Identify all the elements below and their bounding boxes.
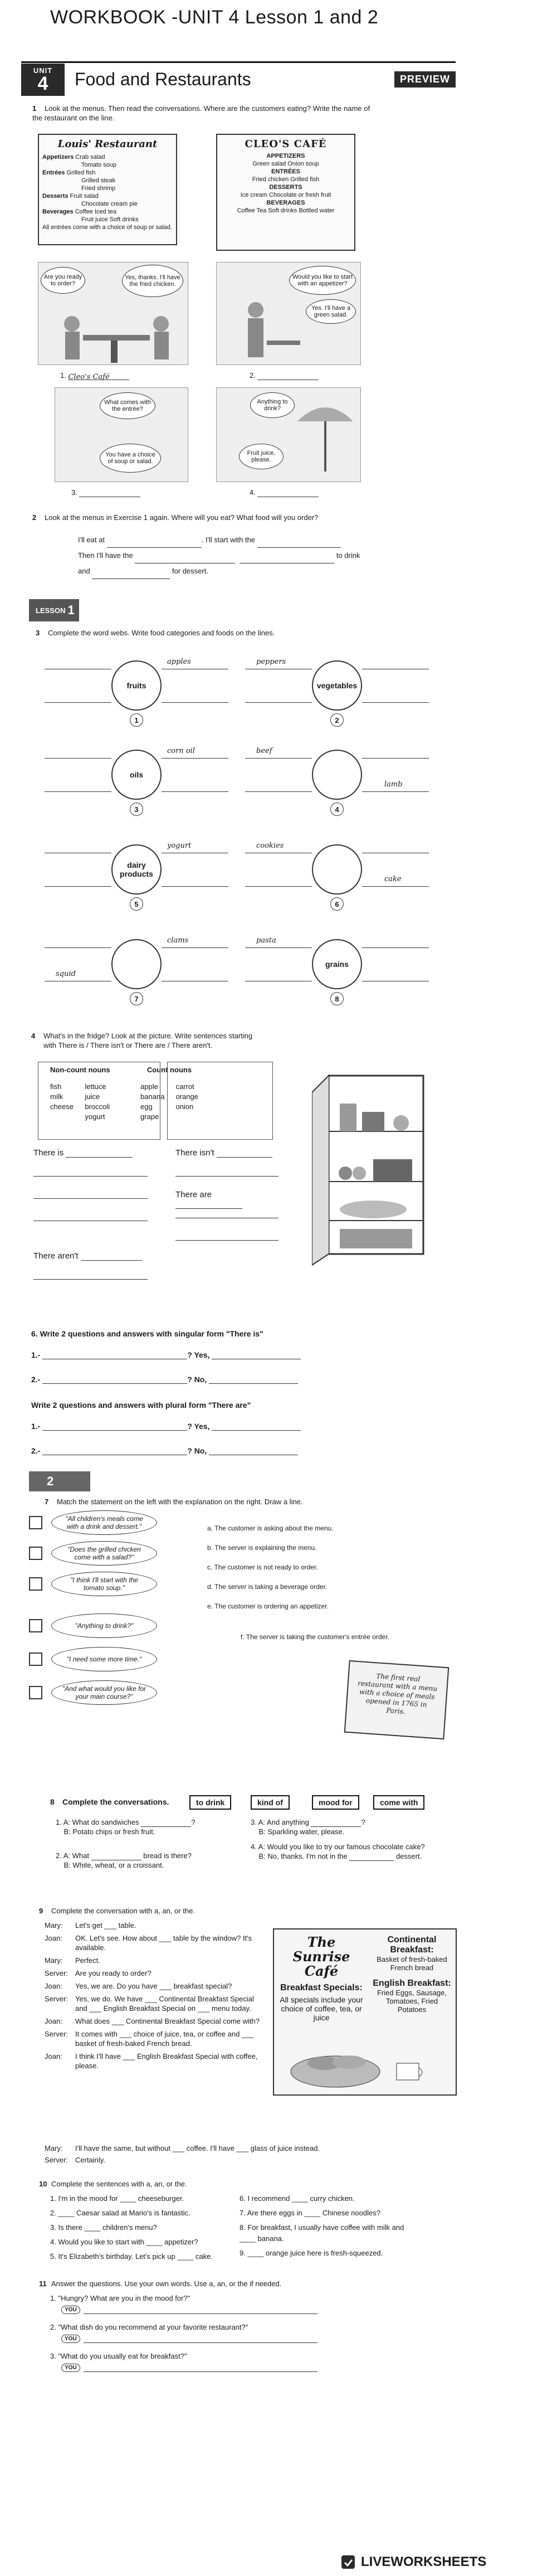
word-box: to drink [189,1795,231,1810]
scene-2-answer: 2. [250,371,319,380]
answer-line[interactable] [45,947,111,948]
question-line[interactable] [42,1352,187,1359]
dialogue-line [45,2029,262,2048]
noun-item: banana [140,1092,165,1101]
answer-line[interactable] [162,947,228,948]
answer-line[interactable] [33,1279,148,1280]
web-hint: peppers [256,658,286,666]
menu-section-label: Desserts [42,193,70,200]
lesson-1-bar: LESSON 1 [29,599,79,621]
dialogue-text[interactable]: Yes, we are. Do you have ___ breakfast special? [75,1982,232,1990]
preview-badge: PREVIEW [394,71,456,88]
bread-basket-illustration [285,2041,447,2091]
question-text: 3. "What do you usually eat for breakfast?" [50,2352,187,2360]
answer-line[interactable] [245,947,312,948]
dialogue-line [45,1956,262,1965]
scene-3 [55,387,188,482]
web-center [111,939,162,989]
question-line[interactable] [42,1376,187,1384]
ex7-instruction: 7 Match the statement on the left with the explanation on the right. Draw a line. [45,1498,303,1506]
sentence-item[interactable]: 7. Are there eggs in ____ Chinese noodles? [240,2209,380,2217]
menu-line [42,161,173,169]
umbrella-illustration [295,393,356,477]
answer-line[interactable] [257,489,319,497]
speaker: Server: [45,1995,68,2003]
web-center: grains [312,939,362,989]
speaker: Server: [45,2030,68,2038]
noun-item: broccoli [85,1102,110,1111]
ex3-instruction: 3 Complete the word webs. Write food categories and foods on the lines. [36,629,275,637]
ex6-title-plural: Write 2 questions and answers with plural form "There are" [31,1401,251,1409]
ex8-section: 8 Complete the conversations. to drink kind of mood for come with 1. A: What do sandwiches ? B: Potato chips or fresh fruit. 2. A: What bread is there? B: White, wheat, or a croissant. 3. A: And anything ? B: Sparkling water, please. 4. A: Would you like to try our famous chocolate cake? B: No, thanks. I'm not in the dessert. [50,1797,451,1898]
web-hint: apples [167,658,191,666]
match-option[interactable]: b. The server is explaining the menu. [207,1544,317,1552]
dialogue-line [45,2155,462,2165]
question-text: 2. "What dish do you recommend at your favorite restaurant?" [50,2323,248,2331]
menu-section-label: Beverages [42,208,75,215]
noun-item: egg [140,1102,153,1111]
lesson-2-bar: 2 [29,1471,90,1491]
speaker: Mary: [45,2144,63,2152]
you-label: YOU [61,2306,80,2314]
menu-line [42,184,173,192]
answer-line[interactable] [217,1150,272,1158]
question-line[interactable] [42,1447,187,1455]
web-center: dairy products [111,844,162,895]
menu-item: Coffee Tea Soft drinks Bottled water [237,207,335,214]
answer-line[interactable] [245,758,312,759]
dialogue-text[interactable]: OK. Let's see. How about ___ table by the window? It's available. [75,1934,252,1952]
menu-item: Fruit salad [70,193,99,200]
answer-line[interactable] [135,556,235,563]
speech-bubble: Would you like to start with an appetizer? [289,266,356,295]
answer-line[interactable] [257,540,341,548]
answer-line[interactable] [362,758,429,759]
speech-bubble: Yes, thanks. I'll have the fried chicken. [122,265,183,297]
answer-line[interactable] [311,1819,361,1827]
answer-row [61,2364,462,2372]
web-hint: pasta [256,936,276,945]
menu-item: Crab salad [75,154,105,161]
dialogue-line [45,2052,262,2070]
answer-row [61,2306,462,2314]
scene-3-answer: 3. [71,488,140,497]
noun-item: lettuce [85,1082,106,1091]
match-checkbox[interactable] [29,1516,42,1529]
speaker: Joan: [45,1982,62,1990]
document-title: WORKBOOK -UNIT 4 Lesson 1 and 2 [50,7,379,28]
menu-section-label: Entrées [42,169,67,176]
count-table: Count nouns apple banana egg grape carrot orange onion [140,1066,198,1121]
match-option[interactable]: c. The customer is not ready to order. [207,1563,318,1571]
web-number: 8 [330,992,344,1005]
web-hint: clams [167,936,189,945]
answer-line[interactable] [92,571,170,579]
web-number: 4 [330,803,344,816]
waiter-illustration [222,296,306,363]
answer-line[interactable] [349,1853,394,1861]
noun-item: onion [175,1102,194,1111]
match-checkbox[interactable] [29,1686,42,1699]
ex9-section: 9 Complete the conversation with a, an, or the. Mary: Let's get ___ table. Joan: OK. Let's see. How about ___ table by the window? It's available. Mary: Perfect. Server: Are you ready to order? Joan: Yes, we are. Do you have ___ breakfast special? Server: Yes, we do. We have ___ Continental Breakfast Special and ___ English Breakfast Special on ___ menu today. Joan: What does ___ Continental Breakfast Special come with? Server: It comes with ___ choice of juice, tea, or coffee and ___ basket of fresh-baked French bread. Joan: I think I'll have ___ English Breakfast Special with coffee, please. The Sunrise Café Breakfast Specials: All specials include your choice of coffee, tea, or juice Continental Breakfast: Basket of fresh-baked French bread English Breakfast: Fried Eggs, Sausage, Tomatoes, Fried Potatoes [39,1906,462,2140]
statement-bubble: "I need some more time." [51,1647,157,1671]
menu-section-label: BEVERAGES [266,200,305,206]
answer-line[interactable] [81,1253,142,1261]
scene-2 [216,262,361,365]
answer-line[interactable] [45,886,111,887]
restaurant-table-illustration [50,302,178,363]
speaker: Mary: [45,1956,63,1965]
sentence-item[interactable]: 5. It's Elizabeth's birthday. Let's pick up ____ cake. [50,2252,213,2261]
menu-section-label: DESSERTS [269,184,302,191]
web-hint: lamb [384,780,403,789]
web-number: 3 [130,803,143,816]
match-option[interactable]: d. The server is taking a beverage order. [207,1583,328,1591]
dialogue-line [45,1933,262,1952]
history-sign: The first real restaurant with a menu with a choice of meals opened in 1765 in Paris. [344,1660,449,1739]
web-center: vegetables [312,660,362,711]
dialogue-line [45,1969,262,1978]
scene-1 [38,262,188,365]
statement-bubble: "And what would you like for your main course?" [51,1680,157,1705]
scene-4 [216,387,361,482]
sentence-item[interactable]: 3. Is there ____ children's menu? [50,2223,157,2232]
sentence-item[interactable]: 4. Would you like to start with ____ appetizer? [50,2238,198,2246]
dialogue-text[interactable]: I think I'll have ___ English Breakfast Special with coffee, please. [75,2052,258,2070]
answer-line[interactable] [162,702,228,703]
ex10-11-page: Mary: I'll have the same, but without ___ coffee. I'll have ___ glass of juice instead. Server: Certainly. 10 Complete the sentences with a, an, or the. 1. I'm in the mood for ____ cheeseburger. 2. ____ Caesar salad at Mario's is fantastic. 3. Is there ____ children's menu? 4. Would you like to start with ____ appetizer? 5. It's Elizabeth's birthday. Let's pick up ____ cake. 6. I recommend ____ curry chicken. 7. Are there eggs in ____ Chinese noodles? 8. For breakfast, I usually have coffee with milk and ____ banana. 9. ____ orange juice here is fresh-squeezed. 11 Answer the questions. Use your own words. Use a, an, or the if needed. 1. "Hungry? What are you in the mood for?" YOU 2. "What dish do you recommend at your favorite restaurant?" YOU 3. "What do you usually eat for breakfast?" YOU [39,2140,462,2541]
ex2-instruction: 2 Look at the menus in Exercise 1 again. Where will you eat? What food will you order? [32,513,319,522]
match-checkbox[interactable] [29,1577,42,1591]
answer-line[interactable] [245,791,312,792]
noun-item: yogurt [85,1112,105,1121]
menu-item: Tomato soup [81,162,116,168]
sunrise-cafe-menu: The Sunrise Café Breakfast Specials: All specials include your choice of coffee, tea, or juice Continental Breakfast: Basket of fresh-baked French bread English Breakfast: Fried Eggs, Sausage, Tomatoes, Fried Potatoes [273,1928,457,2096]
answer-line[interactable] [209,1447,298,1455]
dialogue-line [45,2016,262,2026]
answer-line[interactable] [79,489,140,497]
noun-item: juice [85,1092,100,1101]
answer-line[interactable] [84,2364,317,2372]
answer-line[interactable] [175,1176,278,1177]
lesson-1-section [29,599,452,638]
menu-note: All entrées come with a choice of soup or salad. [42,224,172,231]
answer-line[interactable] [257,372,319,380]
dialogue-text[interactable]: Yes, we do. We have ___ Continental Breakfast Special and ___ English Breakfast Special on ___ menu today. [75,1995,254,2013]
answer-line[interactable] [162,791,228,792]
speaker: Joan: [45,2052,62,2060]
sentence-item[interactable]: 1. I'm in the mood for ____ cheeseburger. [50,2194,184,2203]
speech-bubble: You have a choice of soup or salad. [100,444,161,473]
web-hint: squid [56,970,76,978]
menu-item: Coffee Iced tea [75,208,117,215]
web-hint: cookies [256,842,284,850]
menu-line [42,200,173,208]
answer-line[interactable] [141,1819,191,1827]
noun-item: milk [50,1092,63,1101]
ex6-title: 6. Write 2 questions and answers with singular form "There is" [31,1329,263,1338]
match-checkbox[interactable] [29,1652,42,1666]
statement-bubble: "Anything to drink?" [51,1613,157,1638]
answer-line[interactable] [362,947,429,948]
match-option[interactable]: e. The customer is ordering an appetizer. [207,1602,329,1610]
web-center: fruits [111,660,162,711]
web-number: 6 [330,897,344,911]
statement-bubble: "Does the grilled chicken come with a salad?" [51,1541,157,1566]
menu-item: Fried shrimp [81,185,116,192]
answer-line[interactable] [33,1198,148,1199]
unit-preview-page [21,61,456,552]
question-line[interactable] [42,1423,187,1431]
menu-louis: Louis' Restaurant Appetizers Crab salad Tomato soup Entrées Grilled fish Grilled steak Fried shrimp Desserts Fruit salad Chocolate cream pie Beverages Coffee Iced tea Fruit juice Soft drinks All entrées come with a choice of soup or salad. [38,134,177,245]
ex7-section [29,1471,458,1789]
web-center: oils [111,750,162,800]
menu-line [42,153,173,161]
noun-item: carrot [175,1082,194,1091]
answer-line[interactable] [362,791,429,792]
unit-header [21,61,456,96]
answer-line[interactable] [212,1352,301,1359]
speech-bubble: Anything to drink? [250,392,295,418]
noncount-table: Non-count nouns fish milk cheese lettuce juice broccoli yogurt [50,1066,110,1121]
web-hint: corn oil [167,747,195,755]
answer-line[interactable] [212,1423,301,1431]
answer-line[interactable] [209,1376,298,1384]
answer-line[interactable] [45,758,111,759]
menu-item: Chocolate cream pie [81,201,138,207]
sentence-item[interactable]: 9. ____ orange juice here is fresh-squeezed. [240,2249,383,2257]
word-box: mood for [312,1795,359,1810]
noun-item: apple [140,1082,158,1091]
answer-line[interactable] [240,556,334,563]
web-hint: beef [256,747,272,755]
speaker: Joan: [45,2017,62,2025]
sentence-item[interactable]: 2. ____ Caesar salad at Mario's is fantastic. [50,2209,190,2217]
match-option[interactable]: a. The customer is asking about the menu. [207,1524,334,1532]
you-label: YOU [61,2335,80,2343]
word-box: come with [373,1795,424,1810]
web-number: 1 [130,713,143,727]
answer-line[interactable] [162,886,228,887]
menu-line [42,208,173,216]
menu-line [42,216,173,223]
ex4-instruction: 4 What's in the fridge? Look at the picture. Write sentences starting with There is / There isn't or There are / There aren't. [31,1032,253,1049]
scene-1-answer: 1. Cleo's Café [60,371,129,380]
ex2-lines: I'll eat at . I'll start with the Then I'll have the to drink and for dessert. [78,532,423,579]
dialogue-text[interactable]: It comes with ___ choice of juice, tea, or coffee and ___ basket of fresh-baked French bread. [75,2030,254,2048]
answer-line[interactable] [175,1201,242,1209]
speech-bubble: Fruit juice, please. [239,444,284,469]
you-label: YOU [61,2364,80,2372]
dialogue-text[interactable]: What does ___ Continental Breakfast Special come with? [75,2017,260,2025]
answer-line[interactable] [175,1240,278,1241]
answer-line[interactable] [45,702,111,703]
web-number: 2 [330,713,344,727]
dialogue-line [45,1981,262,1991]
web-hint: yogurt [167,842,192,850]
noun-item: cheese [50,1102,74,1111]
fridge-sentences: There is There isn't There are There aren't [33,1148,278,1293]
menu-item: Grilled fish [66,169,96,176]
answer-line[interactable] [33,1176,148,1177]
dialogue-text[interactable]: Perfect. [75,1956,100,1965]
menu-item: Fried chicken Grilled fish [252,176,320,183]
menu-item: Grilled steak [81,177,116,184]
menu-section-label: Appetizers [42,154,76,161]
speech-bubble: Are you ready to order? [41,267,85,294]
question-text: 1. "Hungry? What are you in the mood for?" [50,2294,190,2302]
ex6-section: 6. Write 2 questions and answers with singular form "There is" 1.- ? Yes, 2.- ? No, Write 2 questions and answers with plural form "There are" 1.- ? Yes, 2.- ? No, [31,1329,343,1455]
answer-line[interactable] [362,886,429,887]
web-center [312,750,362,800]
sentence-item[interactable]: 6. I recommend ____ curry chicken. [240,2194,355,2203]
ex1-instruction: 1 Look at the menus. Then read the conversations. Where are the customers eating? Write the name of the restaurant on the line. [32,104,370,122]
menu-line [42,177,173,184]
statement-bubble: "I think I'll start with the tomato soup." [51,1572,157,1596]
fridge-illustration [312,1070,434,1271]
web-hint: cake [384,875,402,883]
answer-line[interactable] [84,2335,317,2343]
menu-line [42,169,173,177]
statement-bubble: "All children's meals come with a drink and dessert." [51,1510,157,1535]
liveworksheets-logo: LIVEWORKSHEETS [340,2554,486,2570]
web-center [312,844,362,895]
answer-line[interactable] [45,791,111,792]
speech-bubble: Yes. I'll have a green salad. [306,299,356,324]
word-webs [39,647,440,1014]
dialogue-line [45,2144,462,2153]
answer-line[interactable] [245,702,312,703]
scene-4-answer: 4. [250,488,319,497]
dialogue-text[interactable]: I'll have the same, but without ___ coffee. I'll have ___ glass of juice instead. [75,2144,320,2152]
answer-line[interactable]: Cleo's Café [68,372,129,380]
match-checkbox[interactable] [29,1619,42,1632]
dialogue-text[interactable]: Certainly. [75,2156,105,2164]
noun-item: grape [140,1112,159,1121]
answer-line[interactable] [91,1853,141,1860]
word-box: kind of [251,1795,290,1810]
speaker: Server: [45,1969,68,1977]
noun-item: fish [50,1082,62,1091]
speech-bubble: What comes with the entrée? [100,392,155,419]
ex8-title: Complete the conversations. [62,1797,169,1806]
speaker: Joan: [45,1934,62,1942]
menu-item: Green salad Onion soup [252,161,319,167]
logo-icon [340,2554,356,2570]
speaker: Mary: [45,1921,63,1929]
noun-item: orange [175,1092,198,1101]
menu-line [42,192,173,200]
answer-line[interactable] [66,1150,133,1158]
match-option[interactable]: f. The server is taking the customer's entrée order. [241,1633,389,1641]
match-checkbox[interactable] [29,1547,42,1560]
unit-badge: UNIT 4 [21,64,65,96]
answer-line[interactable] [362,702,429,703]
answer-line[interactable] [84,2306,317,2314]
unit-title: Food and Restaurants [75,69,251,89]
dialogue-text[interactable]: Are you ready to order? [75,1969,152,1977]
cafe-name: The Sunrise Café [292,1934,350,1979]
menu-section-label: APPETIZERS [266,153,305,159]
sentence-item[interactable]: 8. For breakfast, I usually have coffee with milk and ____ banana. [240,2223,404,2243]
menu-section-label: ENTRÉES [271,168,300,175]
menu-cleos: CLEO'S CAFÉ APPETIZERS Green salad Onion soup ENTRÉES Fried chicken Grilled fish DESSERTS Ice cream Chocolate or fresh fruit BEVERAGES Coffee Tea Soft drinks Bottled water [216,134,355,251]
web-number: 5 [130,897,143,911]
dialogue-line [45,1921,262,1930]
menu-item: Fruit juice Soft drinks [81,216,139,223]
menu-item: Ice cream Chocolate or fresh fruit [240,192,331,198]
answer-line[interactable] [245,886,312,887]
answer-line[interactable] [162,758,228,759]
answer-row [61,2335,462,2343]
dialogue-line [45,1994,262,2013]
answer-line[interactable] [107,540,202,548]
web-number: 7 [130,992,143,1005]
speaker: Server: [45,2156,68,2164]
dialogue-text[interactable]: Let's get ___ table. [75,1921,136,1929]
